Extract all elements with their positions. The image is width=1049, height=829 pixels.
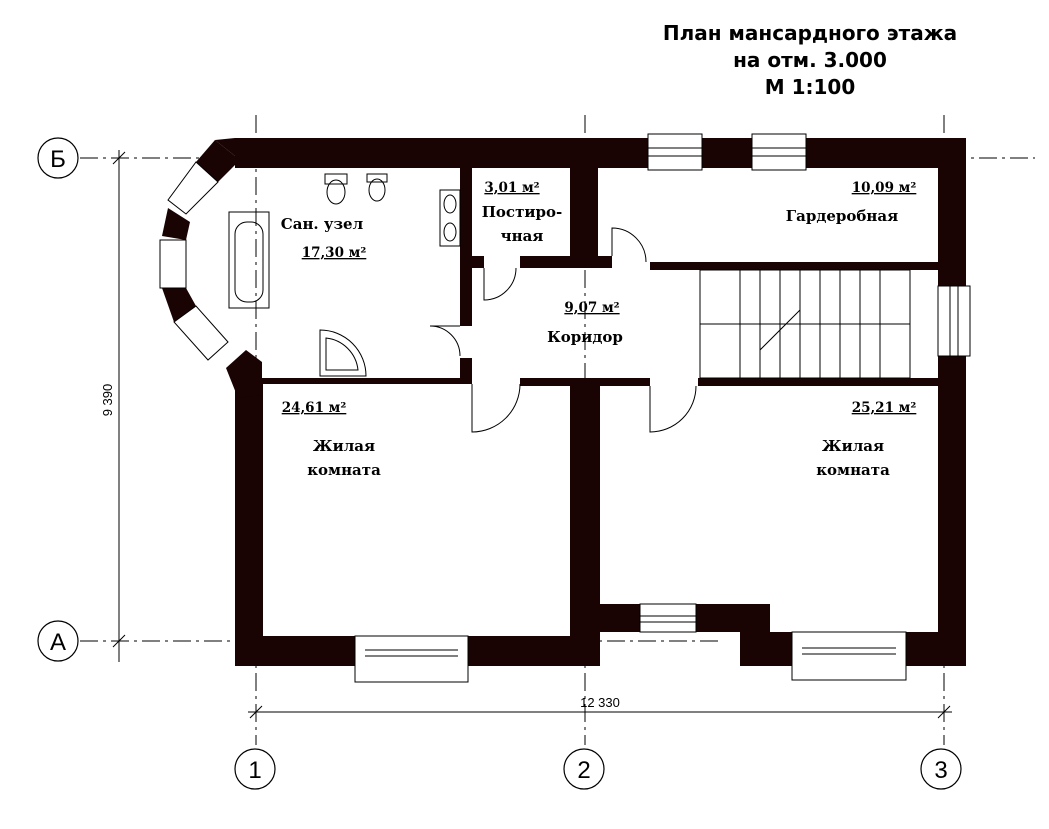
room-name: Сан. узел	[280, 215, 364, 233]
room-area: 3,01 м²	[484, 180, 540, 196]
axis-label-2: 2	[577, 757, 591, 784]
title-line-3: М 1:100	[764, 75, 856, 99]
room-living-left	[282, 400, 381, 479]
room-area: 17,30 м²	[301, 245, 367, 261]
room-name: Коридор	[547, 328, 623, 346]
bathroom-fixtures	[229, 174, 460, 376]
room-living-right	[816, 400, 916, 479]
axis-label-a: А	[49, 629, 67, 656]
axis-marker-3	[921, 749, 961, 789]
room-name-line-2: чная	[500, 227, 544, 245]
axis-label-1: 1	[248, 757, 262, 784]
dimension-horizontal	[248, 695, 952, 718]
room-corridor	[547, 300, 623, 346]
room-laundry	[482, 180, 562, 245]
room-area: 9,07 м²	[564, 300, 620, 316]
dimension-vertical-label: 9 390	[100, 383, 115, 417]
room-name: Гардеробная	[785, 207, 899, 225]
room-name: Постиро-	[481, 203, 563, 221]
room-wardrobe	[786, 180, 917, 225]
toilet-icon	[325, 174, 347, 204]
room-name-line-2: комната	[307, 461, 381, 479]
title-line-2: на отм. 3.000	[733, 48, 887, 72]
title-line-1: План мансардного этажа	[662, 21, 958, 45]
axis-label-b: Б	[50, 146, 66, 173]
room-bathroom	[281, 215, 367, 261]
room-name: Жилая	[821, 437, 885, 455]
room-area: 24,61 м²	[281, 400, 347, 416]
staircase	[700, 270, 910, 378]
bidet-icon	[367, 174, 387, 201]
room-area: 25,21 м²	[851, 400, 917, 416]
room-name: Жилая	[312, 437, 376, 455]
axis-marker-1	[235, 749, 275, 789]
dimension-horizontal-label: 12 330	[580, 695, 620, 710]
shower-icon	[320, 330, 366, 376]
axis-label-3: 3	[934, 757, 948, 784]
plan-title	[663, 21, 957, 99]
axis-marker-2	[564, 749, 604, 789]
double-sink-icon	[440, 190, 460, 246]
dimension-vertical	[100, 150, 125, 662]
room-name-line-2: комната	[816, 461, 890, 479]
bathtub-icon	[229, 212, 269, 308]
room-area: 10,09 м²	[851, 180, 917, 196]
axis-marker-a	[38, 621, 78, 661]
interior-walls	[262, 168, 940, 666]
axis-marker-b	[38, 138, 78, 178]
